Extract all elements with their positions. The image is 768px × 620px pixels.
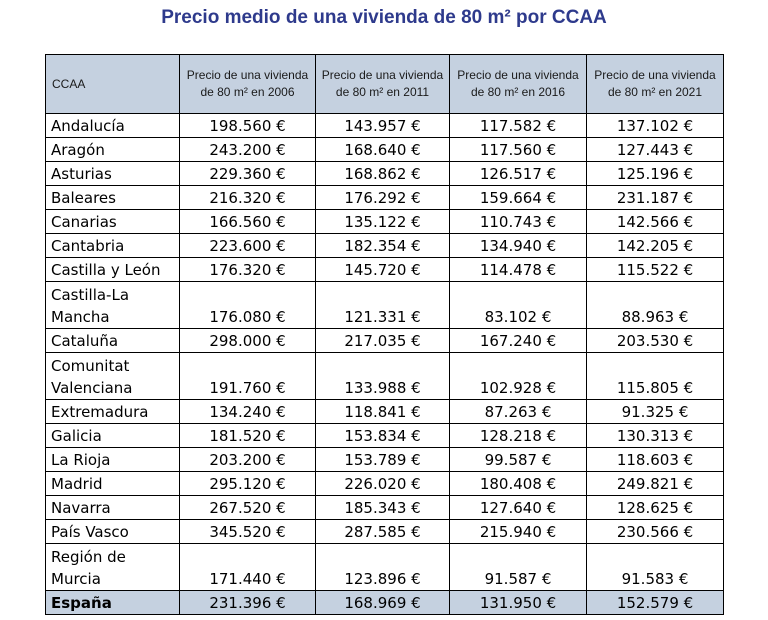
region-name: Asturias <box>46 162 180 186</box>
region-name: Castilla y León <box>46 258 180 282</box>
price-2006-cell: 216.320 € <box>180 186 316 210</box>
price-2016-cell: 117.582 € <box>450 114 587 138</box>
price-2021-cell: 88.963 € <box>587 282 724 329</box>
price-2016-cell: 159.664 € <box>450 186 587 210</box>
price-2011-cell: 226.020 € <box>316 472 450 496</box>
price-2011-cell: 168.640 € <box>316 138 450 162</box>
price-2006-cell: 191.760 € <box>180 353 316 400</box>
price-2016-cell: 128.218 € <box>450 424 587 448</box>
price-2006-cell: 171.440 € <box>180 544 316 591</box>
price-2006-cell: 181.520 € <box>180 424 316 448</box>
price-2021-cell: 231.187 € <box>587 186 724 210</box>
page-title: Precio medio de una vivienda de 80 m² por CCAA <box>161 7 607 28</box>
table-row <box>46 162 724 186</box>
price-2011-cell: 143.957 € <box>316 114 450 138</box>
price-2006-cell: 203.200 € <box>180 448 316 472</box>
price-2021-cell: 249.821 € <box>587 472 724 496</box>
price-2011-cell: 217.035 € <box>316 329 450 353</box>
price-2016-cell: 215.940 € <box>450 520 587 544</box>
table-row <box>46 472 724 496</box>
table-row <box>46 186 724 210</box>
region-name: Castilla-La Mancha <box>46 282 180 329</box>
price-2006-cell: 345.520 € <box>180 520 316 544</box>
price-2006-cell: 267.520 € <box>180 496 316 520</box>
region-name: Madrid <box>46 472 180 496</box>
region-name: La Rioja <box>46 448 180 472</box>
table-row <box>46 114 724 138</box>
price-2016-cell: 180.408 € <box>450 472 587 496</box>
table-row <box>46 496 724 520</box>
price-2011-cell: 168.862 € <box>316 162 450 186</box>
table-row <box>46 329 724 353</box>
region-name: Baleares <box>46 186 180 210</box>
price-2011-cell: 121.331 € <box>316 282 450 329</box>
column-header-ccaa: CCAA <box>46 55 180 114</box>
price-2021-cell: 115.522 € <box>587 258 724 282</box>
price-2016-cell: 99.587 € <box>450 448 587 472</box>
total-name: España <box>46 591 180 615</box>
price-2011-cell: 176.292 € <box>316 186 450 210</box>
price-2016-cell: 91.587 € <box>450 544 587 591</box>
table-row <box>46 138 724 162</box>
region-name: Galicia <box>46 424 180 448</box>
price-2006-cell: 229.360 € <box>180 162 316 186</box>
price-2006-cell: 223.600 € <box>180 234 316 258</box>
table-row <box>46 424 724 448</box>
price-2016-cell: 102.928 € <box>450 353 587 400</box>
price-2011-cell: 287.585 € <box>316 520 450 544</box>
header-row <box>46 55 724 114</box>
table-row <box>46 353 724 400</box>
table-row <box>46 520 724 544</box>
ccaa-price-table <box>45 54 724 615</box>
price-2016-cell: 117.560 € <box>450 138 587 162</box>
column-header-2016: Precio de una vivienda de 80 m² en 2016 <box>450 55 587 114</box>
price-2021-cell: 91.325 € <box>587 400 724 424</box>
price-2016-cell: 127.640 € <box>450 496 587 520</box>
total-2021-cell: 152.579 € <box>587 591 724 615</box>
price-2016-cell: 134.940 € <box>450 234 587 258</box>
region-name: Andalucía <box>46 114 180 138</box>
table-row <box>46 210 724 234</box>
price-2011-cell: 135.122 € <box>316 210 450 234</box>
price-2011-cell: 145.720 € <box>316 258 450 282</box>
region-name: Comunitat Valenciana <box>46 353 180 400</box>
price-2021-cell: 91.583 € <box>587 544 724 591</box>
column-header-2021: Precio de una vivienda de 80 m² en 2021 <box>587 55 724 114</box>
price-2016-cell: 167.240 € <box>450 329 587 353</box>
region-name: Extremadura <box>46 400 180 424</box>
price-2011-cell: 153.789 € <box>316 448 450 472</box>
price-2011-cell: 123.896 € <box>316 544 450 591</box>
price-2016-cell: 114.478 € <box>450 258 587 282</box>
price-2006-cell: 198.560 € <box>180 114 316 138</box>
column-header-2011: Precio de una vivienda de 80 m² en 2011 <box>316 55 450 114</box>
price-2021-cell: 118.603 € <box>587 448 724 472</box>
total-2011-cell: 168.969 € <box>316 591 450 615</box>
region-name: País Vasco <box>46 520 180 544</box>
price-2016-cell: 126.517 € <box>450 162 587 186</box>
price-2006-cell: 166.560 € <box>180 210 316 234</box>
region-name: Región de Murcia <box>46 544 180 591</box>
price-2006-cell: 176.320 € <box>180 258 316 282</box>
price-2021-cell: 125.196 € <box>587 162 724 186</box>
price-2016-cell: 110.743 € <box>450 210 587 234</box>
price-2006-cell: 295.120 € <box>180 472 316 496</box>
total-2006-cell: 231.396 € <box>180 591 316 615</box>
price-2006-cell: 134.240 € <box>180 400 316 424</box>
price-2021-cell: 203.530 € <box>587 329 724 353</box>
column-header-2006: Precio de una vivienda de 80 m² en 2006 <box>180 55 316 114</box>
table-row <box>46 234 724 258</box>
table-row <box>46 282 724 329</box>
total-2016-cell: 131.950 € <box>450 591 587 615</box>
price-2021-cell: 127.443 € <box>587 138 724 162</box>
price-2006-cell: 243.200 € <box>180 138 316 162</box>
price-2011-cell: 118.841 € <box>316 400 450 424</box>
price-2016-cell: 87.263 € <box>450 400 587 424</box>
region-name: Cataluña <box>46 329 180 353</box>
table-row <box>46 400 724 424</box>
table-row <box>46 448 724 472</box>
price-2021-cell: 142.566 € <box>587 210 724 234</box>
price-2021-cell: 115.805 € <box>587 353 724 400</box>
price-2021-cell: 130.313 € <box>587 424 724 448</box>
region-name: Navarra <box>46 496 180 520</box>
region-name: Cantabria <box>46 234 180 258</box>
price-2006-cell: 298.000 € <box>180 329 316 353</box>
price-2011-cell: 182.354 € <box>316 234 450 258</box>
price-2021-cell: 230.566 € <box>587 520 724 544</box>
price-2021-cell: 128.625 € <box>587 496 724 520</box>
region-name: Aragón <box>46 138 180 162</box>
table-row <box>46 544 724 591</box>
price-2011-cell: 185.343 € <box>316 496 450 520</box>
price-2006-cell: 176.080 € <box>180 282 316 329</box>
price-2016-cell: 83.102 € <box>450 282 587 329</box>
price-2011-cell: 133.988 € <box>316 353 450 400</box>
price-2011-cell: 153.834 € <box>316 424 450 448</box>
region-name: Canarias <box>46 210 180 234</box>
price-2021-cell: 142.205 € <box>587 234 724 258</box>
total-row <box>46 591 724 615</box>
table-row <box>46 258 724 282</box>
price-2021-cell: 137.102 € <box>587 114 724 138</box>
